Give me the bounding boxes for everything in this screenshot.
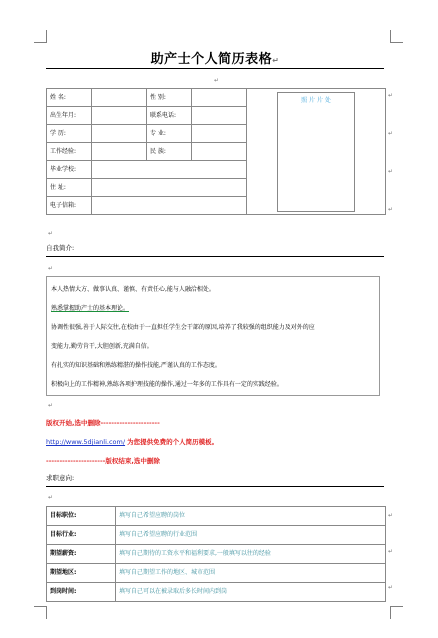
copyright-start: 版权开始,选中删除---------------------- <box>46 419 160 427</box>
crop-mark-top-left <box>34 30 47 43</box>
intro-line: 熟悉掌握助产士的基本理论。 <box>51 305 130 312</box>
job-value[interactable]: 填写自己希望应聘的行业范围 <box>116 526 386 545</box>
paragraph-mark: ↵ <box>214 77 220 84</box>
self-intro-box[interactable] <box>46 276 380 396</box>
cell-mark: ↵ <box>388 548 394 555</box>
label-name: 姓 名: <box>47 89 92 107</box>
label-email: 电子信箱: <box>47 197 92 215</box>
job-label: 到岗时间: <box>47 583 116 602</box>
page-title[interactable] <box>46 48 384 67</box>
job-label: 期望地区: <box>47 564 116 583</box>
value-email[interactable] <box>92 197 247 215</box>
value-address[interactable] <box>92 179 247 197</box>
value-major[interactable] <box>192 125 247 143</box>
job-intent-heading: 求职意向: <box>46 474 75 482</box>
photo-cell <box>247 89 386 215</box>
value-ethnicity[interactable] <box>192 143 247 161</box>
cell-mark: ↵ <box>388 130 394 137</box>
copyright-note: 为您提供免费的个人简历模板。 <box>127 438 219 446</box>
copyright-end: ----------------------版权结束,选中删除 <box>46 457 160 465</box>
intro-line: 变能力,勤劳肯干,大胆创新,充满自信。 <box>51 343 153 350</box>
value-gender[interactable] <box>192 89 247 107</box>
self-intro-divider <box>46 256 384 257</box>
intro-line: 本人热情大方、做事认真、谨慎、有责任心,能与人融洽相处。 <box>51 286 215 293</box>
label-gender: 性 别: <box>147 89 192 107</box>
paragraph-mark: ↵ <box>48 494 54 501</box>
label-experience: 工作经验: <box>47 143 92 161</box>
label-address: 住 址: <box>47 179 92 197</box>
value-phone[interactable] <box>192 107 247 125</box>
cell-mark: ↵ <box>388 92 394 99</box>
page-title-text: 助产士个人简历表格 <box>150 52 273 67</box>
cell-mark: ↵ <box>388 168 394 175</box>
intro-line: 协调性很强,善于人际交往,在校由于一直担任学生会干部的原因,培养了我较强的组织能力及对外的应 <box>51 324 315 331</box>
value-birth[interactable] <box>92 107 147 125</box>
title-divider <box>46 68 384 69</box>
label-education: 学 历: <box>47 125 92 143</box>
cell-mark: ↵ <box>388 206 394 213</box>
paragraph-mark: ↵ <box>48 265 54 272</box>
job-label: 目标行业: <box>47 526 116 545</box>
job-label: 期望薪资: <box>47 545 116 564</box>
table-row <box>47 526 386 545</box>
cell-mark: ↵ <box>388 512 394 519</box>
table-row <box>47 545 386 564</box>
crop-mark-bottom-left <box>34 606 47 619</box>
job-label: 目标职位: <box>47 507 116 526</box>
basic-info-table <box>46 88 386 215</box>
paragraph-mark: ↵ <box>48 402 54 409</box>
intro-line: 有扎实的知识基础和熟练精湛的操作技能,严谨认真的工作态度。 <box>51 362 221 369</box>
job-value[interactable]: 填写自己期待的工资水平和福利要求,一般填写以往的经验 <box>116 545 386 564</box>
job-intent-table <box>46 506 386 602</box>
copyright-link[interactable]: http://www.5djianli.com/ <box>46 438 126 446</box>
value-experience[interactable] <box>92 143 147 161</box>
table-row <box>47 507 386 526</box>
photo-label: 照 片 片 处 <box>301 97 331 104</box>
copyright-url-line <box>46 437 218 446</box>
cell-mark: ↵ <box>388 584 394 591</box>
value-name[interactable] <box>92 89 147 107</box>
label-school: 毕业学校: <box>47 161 92 179</box>
paragraph-mark: ↵ <box>272 56 280 65</box>
job-value[interactable]: 填写自己可以在被录取后多长时间内到岗 <box>116 583 386 602</box>
crop-mark-top-right <box>390 30 403 43</box>
label-phone: 联系电话: <box>147 107 192 125</box>
photo-box[interactable] <box>277 92 355 212</box>
job-value[interactable]: 填写自己希望应聘的岗位 <box>116 507 386 526</box>
intro-line: 积极向上的工作精神,熟练各项护理技能的操作,通过一年多的工作具有一定的实践经验。 <box>51 381 283 388</box>
value-education[interactable] <box>92 125 147 143</box>
table-row <box>47 564 386 583</box>
self-intro-heading: 自我简介: <box>46 244 75 252</box>
label-major: 专 业: <box>147 125 192 143</box>
job-intent-divider <box>46 486 384 487</box>
table-row <box>47 583 386 602</box>
job-value[interactable]: 填写自己期望工作的地区、城市范围 <box>116 564 386 583</box>
label-birth: 出生年月: <box>47 107 92 125</box>
value-school[interactable] <box>92 161 247 179</box>
paragraph-mark: ↵ <box>48 230 54 237</box>
label-ethnicity: 民 族: <box>147 143 192 161</box>
crop-mark-bottom-right <box>390 606 403 619</box>
